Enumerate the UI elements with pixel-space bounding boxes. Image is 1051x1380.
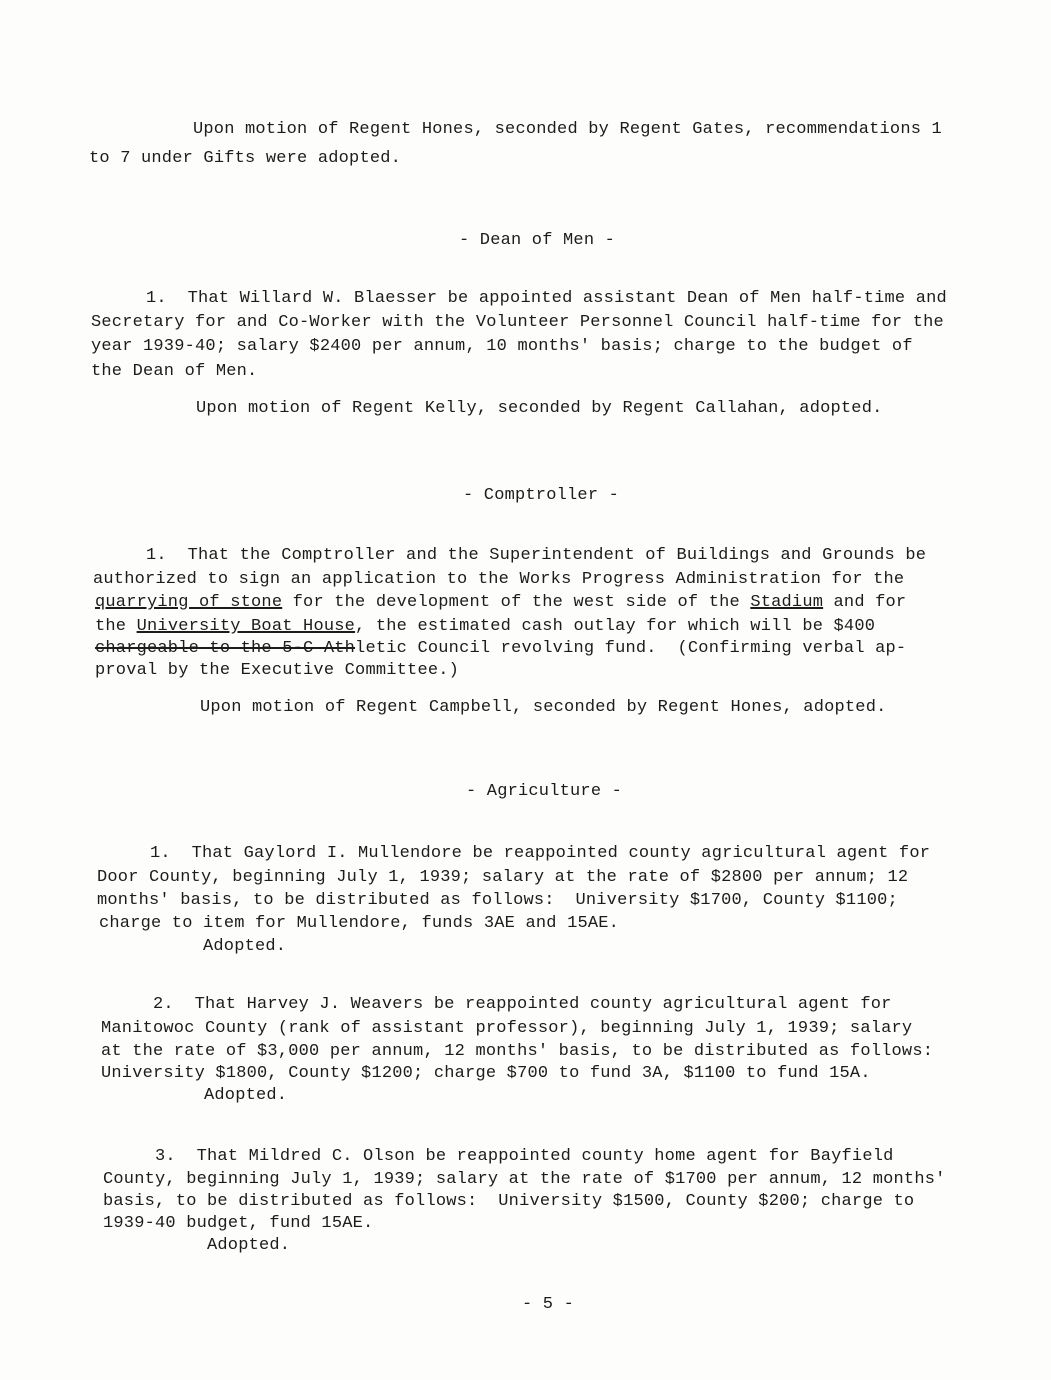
struck-chargeable-to-5c: chargeable to the 5-C Ath xyxy=(95,639,356,658)
comptroller-item-1-line-1: 1. That the Comptroller and the Superintendent of Buildings and Grounds be xyxy=(146,546,927,565)
comptroller-line-3-text: for the development of the west side of the xyxy=(282,593,751,612)
gifts-motion-line-1: Upon motion of Regent Hones, seconded by Regent Gates, recommendations 1 xyxy=(193,120,942,139)
dean-item-1-line-2: Secretary for and Co-Worker with the Volunteer Personnel Council half-time for the xyxy=(91,313,944,332)
section-heading-dean-of-men: - Dean of Men - xyxy=(459,231,616,250)
agri-item-3-line-4: 1939-40 budget, fund 15AE. xyxy=(103,1214,374,1233)
comptroller-motion: Upon motion of Regent Campbell, seconded by Regent Hones, adopted. xyxy=(200,698,887,717)
underlined-quarrying-of-stone: quarrying of stone xyxy=(95,593,283,612)
dean-item-1-line-3: year 1939-40; salary $2400 per annum, 10 months' basis; charge to the budget of xyxy=(91,337,913,356)
gifts-motion-line-2: to 7 under Gifts were adopted. xyxy=(89,149,402,168)
agri-item-2-line-1: 2. That Harvey J. Weavers be reappointed county agricultural agent for xyxy=(153,995,892,1014)
agri-item-3-line-3: basis, to be distributed as follows: University $1500, County $200; charge to xyxy=(103,1192,915,1211)
agri-item-2-line-3: at the rate of $3,000 per annum, 12 months' basis, to be distributed as follows: xyxy=(101,1042,934,1061)
comptroller-item-1-line-3 xyxy=(95,592,906,614)
agri-item-1-line-4: charge to item for Mullendore, funds 3AE and 15AE. xyxy=(99,914,620,933)
agri-item-1-line-1: 1. That Gaylord I. Mullendore be reappointed county agricultural agent for xyxy=(150,844,931,863)
agri-item-1-adopted: Adopted. xyxy=(203,937,287,956)
dean-motion: Upon motion of Regent Kelly, seconded by Regent Callahan, adopted. xyxy=(196,399,883,418)
comptroller-item-1-line-5 xyxy=(95,638,906,660)
comptroller-line-3-end: and for xyxy=(823,593,907,612)
agri-item-1-line-2: Door County, beginning July 1, 1939; salary at the rate of $2800 per annum; 12 xyxy=(97,868,909,887)
section-heading-comptroller: - Comptroller - xyxy=(463,486,620,505)
agri-item-2-line-4: University $1800, County $1200; charge $700 to fund 3A, $1100 to fund 15A. xyxy=(101,1064,871,1083)
underlined-university-boat-house: University Boat House xyxy=(136,617,356,636)
dean-item-1-line-4: the Dean of Men. xyxy=(91,362,258,381)
underlined-stadium: Stadium xyxy=(750,593,824,612)
dean-item-1-line-1: 1. That Willard W. Blaesser be appointed assistant Dean of Men half-time and xyxy=(146,289,947,308)
agri-item-3-adopted: Adopted. xyxy=(207,1236,291,1255)
comptroller-item-1-line-4 xyxy=(95,616,875,638)
comptroller-line-4-start: the xyxy=(95,617,137,636)
agri-item-2-line-2: Manitowoc County (rank of assistant professor), beginning July 1, 1939; salary xyxy=(101,1019,913,1038)
comptroller-line-4-end: , the estimated cash outlay for which will be $400 xyxy=(355,617,876,636)
comptroller-item-1-line-2: authorized to sign an application to the Works Progress Administration for the xyxy=(93,570,905,589)
page-number: - 5 - xyxy=(522,1295,575,1314)
agri-item-2-adopted: Adopted. xyxy=(204,1086,288,1105)
section-heading-agriculture: - Agriculture - xyxy=(466,782,623,801)
comptroller-item-1-line-6: proval by the Executive Committee.) xyxy=(95,661,460,680)
agri-item-3-line-1: 3. That Mildred C. Olson be reappointed county home agent for Bayfield xyxy=(155,1147,894,1166)
agri-item-1-line-3: months' basis, to be distributed as follows: University $1700, County $1100; xyxy=(97,891,898,910)
comptroller-line-5-end: letic Council revolving fund. (Confirming verbal ap- xyxy=(355,639,907,658)
agri-item-3-line-2: County, beginning July 1, 1939; salary at the rate of $1700 per annum, 12 months' xyxy=(103,1170,946,1189)
